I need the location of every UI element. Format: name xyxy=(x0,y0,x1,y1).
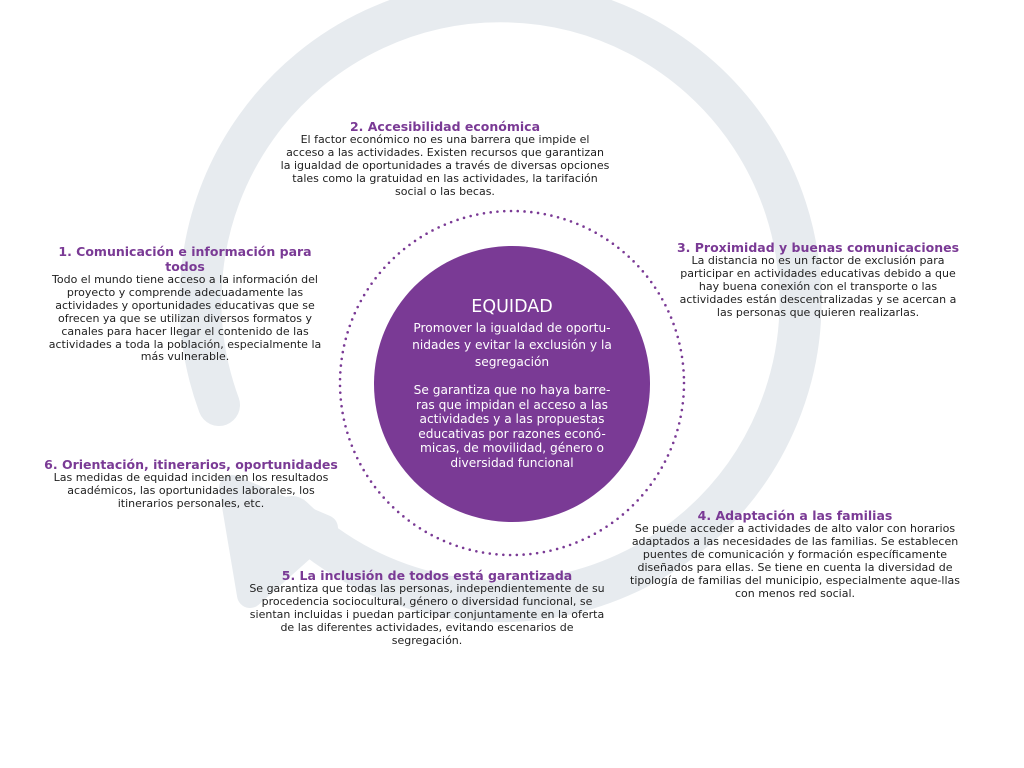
item-text: Todo el mundo tiene acceso a la información del proyecto y comprende adecuadamente las actividades y oportunidades educativas que se ofrecen ya que se utilizan diversos formatos y canales para hacer llegar el contenido de las actividades a toda la población, especialmente la más vulnerable. xyxy=(48,273,322,364)
item-title: 1. Comunicación e información para todos xyxy=(58,244,312,274)
center-title: EQUIDAD xyxy=(471,297,553,317)
item-title: 2. Accesibilidad económica xyxy=(349,119,541,134)
item-proximity xyxy=(672,240,964,320)
item-text: Se garantiza que todas las personas, independientemente de su procedencia sociocultural, género o diversidad funcional, se sientan incluidas i puedan participar conjuntamente en la oferta de las diferentes actividades, evitando escenarios de segregación. xyxy=(249,582,605,647)
center-text: Se garantiza que no haya barre-ras que impidan el acceso a las actividades y a las propuestas educativas por razones econó-micas, de movilidad, género o diversidad funcional xyxy=(413,383,611,470)
item-family-adaptation xyxy=(626,508,964,600)
item-economic-accessibility xyxy=(280,119,610,199)
item-communication xyxy=(38,244,332,364)
item-orientation xyxy=(44,457,338,511)
item-text: El factor económico no es una barrera que impide el acceso a las actividades. Existen recursos que garantizan la igualdad de oportunidades a través de diversas opciones tales como la gratuidad en las actividades, la tarifación social o las becas. xyxy=(280,133,610,198)
item-text: Las medidas de equidad inciden en los resultados académicos, las oportunidades laborales, los itinerarios personales, etc. xyxy=(53,471,329,510)
item-inclusion xyxy=(248,568,606,648)
item-title: 3. Proximidad y buenas comunicaciones xyxy=(676,240,960,255)
center-circle xyxy=(374,246,650,522)
item-text: Se puede acceder a actividades de alto valor con horarios adaptados a las necesidades de las familias. Se establecen puentes de comunicación y formación específicamente diseñados para ellas. Se tiene en cuenta la diversidad de tipología de familias del municipio, especialmente aque-llas con menos red social. xyxy=(630,522,960,600)
item-title: 6. Orientación, itinerarios, oportunidades xyxy=(44,457,338,472)
item-text: La distancia no es un factor de exclusión para participar en actividades educativas debido a que hay buena conexión con el transporte o las actividades están descentralizadas y se acercan a las personas que quieren realizarlas. xyxy=(679,254,957,319)
item-title: 4. Adaptación a las familias xyxy=(697,508,893,523)
item-title: 5. La inclusión de todos está garantizada xyxy=(281,568,573,583)
center-subtitle: Promover la igualdad de oportu-nidades y evitar la exclusión y la segregación xyxy=(412,321,612,369)
